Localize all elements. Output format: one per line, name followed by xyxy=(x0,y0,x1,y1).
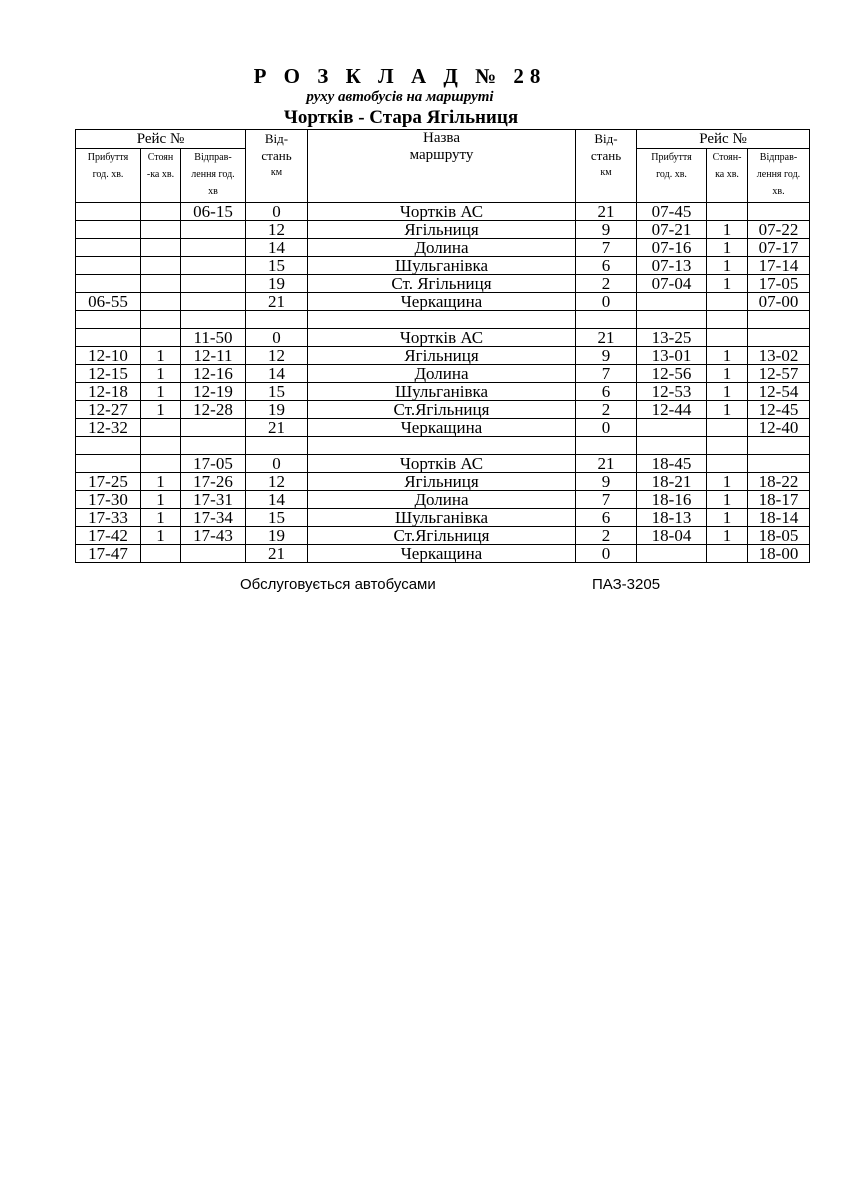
cell-arrival-left xyxy=(76,257,141,275)
cell-distance-left: 12 xyxy=(246,347,308,365)
departure-header-right xyxy=(748,149,810,203)
cell-stop-left: 1 xyxy=(141,347,181,365)
cell-distance-left: 12 xyxy=(246,221,308,239)
distance-header-right xyxy=(576,130,637,203)
cell-arrival-left xyxy=(76,311,141,329)
cell-distance-left: 12 xyxy=(246,473,308,491)
cell-arrival-left: 12-10 xyxy=(76,347,141,365)
cell-distance-right xyxy=(576,311,637,329)
cell-distance-right: 7 xyxy=(576,239,637,257)
cell-stop-right: 1 xyxy=(707,383,748,401)
header-line: лення год. xyxy=(756,169,801,180)
cell-distance-right: 21 xyxy=(576,203,637,221)
cell-distance-left: 15 xyxy=(246,509,308,527)
header-line: Прибуття xyxy=(87,152,129,163)
cell-stop-right: 1 xyxy=(707,509,748,527)
cell-departure-left: 12-11 xyxy=(181,347,246,365)
header-line: хв xyxy=(208,186,218,197)
cell-departure-right: 07-22 xyxy=(748,221,810,239)
cell-stop-left xyxy=(141,293,181,311)
cell-arrival-right: 18-16 xyxy=(637,491,707,509)
route-name-header-line: маршруту xyxy=(409,147,474,163)
cell-distance-right: 6 xyxy=(576,383,637,401)
cell-stop-right xyxy=(707,329,748,347)
cell-departure-right: 18-14 xyxy=(748,509,810,527)
distance-header-line: км xyxy=(600,167,612,178)
cell-departure-left xyxy=(181,293,246,311)
cell-distance-right: 21 xyxy=(576,329,637,347)
cell-arrival-left xyxy=(76,203,141,221)
table-row xyxy=(76,221,810,239)
cell-stop-left xyxy=(141,239,181,257)
cell-arrival-right: 18-45 xyxy=(637,455,707,473)
cell-departure-right: 18-00 xyxy=(748,545,810,563)
cell-arrival-right: 18-13 xyxy=(637,509,707,527)
cell-distance-right xyxy=(576,437,637,455)
stop-header-right xyxy=(707,149,748,203)
cell-arrival-left: 17-30 xyxy=(76,491,141,509)
table-row xyxy=(76,527,810,545)
cell-arrival-left: 17-47 xyxy=(76,545,141,563)
cell-stop-right: 1 xyxy=(707,347,748,365)
cell-departure-right: 18-22 xyxy=(748,473,810,491)
cell-stop-name: Чортків АС xyxy=(308,329,576,347)
distance-header-left xyxy=(246,130,308,203)
cell-departure-left: 17-26 xyxy=(181,473,246,491)
cell-arrival-left: 12-32 xyxy=(76,419,141,437)
cell-distance-right: 0 xyxy=(576,419,637,437)
cell-arrival-left xyxy=(76,455,141,473)
distance-header-line: стань xyxy=(590,148,622,163)
cell-stop-left xyxy=(141,419,181,437)
cell-arrival-left: 12-18 xyxy=(76,383,141,401)
cell-departure-right: 07-17 xyxy=(748,239,810,257)
cell-arrival-right: 18-04 xyxy=(637,527,707,545)
cell-stop-right xyxy=(707,437,748,455)
cell-stop-name: Чортків АС xyxy=(308,455,576,473)
cell-stop-name: Чортків АС xyxy=(308,203,576,221)
departure-header-left xyxy=(181,149,246,203)
cell-stop-right: 1 xyxy=(707,365,748,383)
cell-departure-left xyxy=(181,311,246,329)
table-row xyxy=(76,401,810,419)
cell-stop-name: Черкащина xyxy=(308,545,576,563)
cell-stop-left: 1 xyxy=(141,473,181,491)
cell-arrival-left: 17-25 xyxy=(76,473,141,491)
cell-stop-right: 1 xyxy=(707,275,748,293)
cell-stop-left xyxy=(141,221,181,239)
cell-stop-right: 1 xyxy=(707,221,748,239)
cell-departure-left: 12-16 xyxy=(181,365,246,383)
table-row xyxy=(76,437,810,455)
cell-arrival-right: 13-25 xyxy=(637,329,707,347)
cell-arrival-right xyxy=(637,293,707,311)
cell-stop-left: 1 xyxy=(141,365,181,383)
header-line: год. хв. xyxy=(656,169,687,180)
cell-distance-left: 14 xyxy=(246,365,308,383)
cell-stop-left: 1 xyxy=(141,401,181,419)
header-line: Відправ- xyxy=(194,152,232,163)
cell-stop-left xyxy=(141,257,181,275)
cell-stop-name: Ст. Ягільниця xyxy=(308,275,576,293)
cell-distance-right: 0 xyxy=(576,545,637,563)
cell-distance-right: 7 xyxy=(576,365,637,383)
cell-stop-left xyxy=(141,203,181,221)
cell-arrival-left xyxy=(76,329,141,347)
cell-distance-right: 2 xyxy=(576,527,637,545)
cell-stop-right: 1 xyxy=(707,527,748,545)
cell-departure-right: 18-05 xyxy=(748,527,810,545)
cell-distance-left: 19 xyxy=(246,275,308,293)
cell-departure-left: 17-43 xyxy=(181,527,246,545)
cell-distance-right: 6 xyxy=(576,257,637,275)
cell-stop-left xyxy=(141,437,181,455)
cell-departure-right xyxy=(748,455,810,473)
cell-stop-name: Ягільниця xyxy=(308,473,576,491)
distance-header-line: км xyxy=(270,167,283,178)
table-row xyxy=(76,275,810,293)
header-line: Стоян xyxy=(147,152,174,163)
cell-departure-left xyxy=(181,419,246,437)
cell-stop-name: Черкащина xyxy=(308,419,576,437)
cell-departure-left: 17-34 xyxy=(181,509,246,527)
table-row xyxy=(76,383,810,401)
cell-departure-right: 12-40 xyxy=(748,419,810,437)
cell-distance-left xyxy=(246,311,308,329)
cell-distance-right: 2 xyxy=(576,275,637,293)
cell-distance-left: 19 xyxy=(246,401,308,419)
cell-arrival-left: 17-33 xyxy=(76,509,141,527)
cell-arrival-left: 12-15 xyxy=(76,365,141,383)
cell-stop-name: Черкащина xyxy=(308,293,576,311)
cell-distance-left: 21 xyxy=(246,545,308,563)
cell-stop-left: 1 xyxy=(141,383,181,401)
cell-stop-right: 1 xyxy=(707,239,748,257)
cell-stop-name: Долина xyxy=(308,239,576,257)
trip-header-left: Рейс № xyxy=(76,130,246,149)
cell-departure-right: 12-45 xyxy=(748,401,810,419)
cell-stop-left xyxy=(141,329,181,347)
cell-distance-right: 2 xyxy=(576,401,637,419)
cell-arrival-left: 17-42 xyxy=(76,527,141,545)
cell-arrival-right: 12-53 xyxy=(637,383,707,401)
cell-departure-right: 12-54 xyxy=(748,383,810,401)
header-line: Відправ- xyxy=(759,152,798,163)
cell-arrival-right: 07-21 xyxy=(637,221,707,239)
cell-departure-left xyxy=(181,437,246,455)
cell-arrival-right xyxy=(637,437,707,455)
header-line: Стоян- xyxy=(712,152,742,163)
schedule-title: Р О З К Л А Д № 28 xyxy=(253,64,547,88)
table-row xyxy=(76,239,810,257)
cell-arrival-left xyxy=(76,221,141,239)
header-line: лення год. xyxy=(191,169,235,180)
cell-departure-left xyxy=(181,239,246,257)
cell-arrival-right: 07-16 xyxy=(637,239,707,257)
cell-departure-left xyxy=(181,221,246,239)
cell-distance-right: 9 xyxy=(576,347,637,365)
table-row xyxy=(76,329,810,347)
route-name-header xyxy=(308,130,576,203)
cell-stop-name: Шульганівка xyxy=(308,257,576,275)
cell-departure-left xyxy=(181,275,246,293)
table-row xyxy=(76,311,810,329)
cell-distance-right: 9 xyxy=(576,221,637,239)
cell-stop-name xyxy=(308,437,576,455)
cell-distance-left: 21 xyxy=(246,419,308,437)
cell-stop-name: Шульганівка xyxy=(308,509,576,527)
table-row xyxy=(76,347,810,365)
bus-model: ПАЗ-3205 xyxy=(592,576,661,593)
cell-departure-right xyxy=(748,437,810,455)
cell-stop-right: 1 xyxy=(707,401,748,419)
cell-stop-name: Ст.Ягільниця xyxy=(308,527,576,545)
cell-departure-right: 18-17 xyxy=(748,491,810,509)
table-row xyxy=(76,293,810,311)
cell-stop-name: Долина xyxy=(308,491,576,509)
cell-stop-left: 1 xyxy=(141,527,181,545)
cell-distance-left: 0 xyxy=(246,329,308,347)
header-line: Прибуття xyxy=(651,152,692,163)
route-name-header-line: Назва xyxy=(423,130,460,146)
cell-arrival-right: 18-21 xyxy=(637,473,707,491)
cell-distance-left: 0 xyxy=(246,203,308,221)
cell-distance-left: 19 xyxy=(246,527,308,545)
cell-stop-right xyxy=(707,293,748,311)
cell-stop-left xyxy=(141,275,181,293)
header-line: год. хв. xyxy=(92,169,124,180)
cell-arrival-right: 07-45 xyxy=(637,203,707,221)
cell-distance-left: 21 xyxy=(246,293,308,311)
schedule-subtitle: руху автобусів на маршруті xyxy=(306,89,494,105)
header-line: хв. xyxy=(772,186,785,197)
arrival-header-left xyxy=(76,149,141,203)
cell-distance-left: 14 xyxy=(246,491,308,509)
cell-distance-left: 15 xyxy=(246,383,308,401)
cell-distance-left: 15 xyxy=(246,257,308,275)
cell-stop-left: 1 xyxy=(141,491,181,509)
distance-header-line: Від- xyxy=(594,131,618,146)
cell-arrival-left xyxy=(76,275,141,293)
cell-departure-left xyxy=(181,545,246,563)
cell-arrival-right: 07-13 xyxy=(637,257,707,275)
cell-arrival-right: 12-56 xyxy=(637,365,707,383)
stop-header-left xyxy=(141,149,181,203)
cell-stop-left xyxy=(141,455,181,473)
cell-arrival-right xyxy=(637,311,707,329)
cell-departure-left: 06-15 xyxy=(181,203,246,221)
cell-distance-right: 21 xyxy=(576,455,637,473)
cell-arrival-right xyxy=(637,419,707,437)
cell-stop-right xyxy=(707,311,748,329)
cell-arrival-right: 13-01 xyxy=(637,347,707,365)
cell-arrival-right: 12-44 xyxy=(637,401,707,419)
cell-departure-right xyxy=(748,329,810,347)
cell-arrival-right: 07-04 xyxy=(637,275,707,293)
cell-distance-left: 0 xyxy=(246,455,308,473)
cell-stop-left: 1 xyxy=(141,509,181,527)
cell-stop-name xyxy=(308,311,576,329)
cell-stop-name: Долина xyxy=(308,365,576,383)
cell-departure-right xyxy=(748,203,810,221)
cell-arrival-left xyxy=(76,239,141,257)
cell-departure-right: 07-00 xyxy=(748,293,810,311)
cell-departure-right: 17-05 xyxy=(748,275,810,293)
cell-stop-right xyxy=(707,203,748,221)
schedule-table xyxy=(75,129,810,563)
distance-header-line: Від- xyxy=(264,131,289,146)
cell-stop-right xyxy=(707,545,748,563)
table-row xyxy=(76,455,810,473)
cell-stop-left xyxy=(141,545,181,563)
trip-header-right: Рейс № xyxy=(637,130,810,149)
cell-departure-right: 12-57 xyxy=(748,365,810,383)
cell-departure-right xyxy=(748,311,810,329)
table-row xyxy=(76,545,810,563)
schedule-rows xyxy=(76,203,810,563)
cell-departure-left: 12-19 xyxy=(181,383,246,401)
cell-arrival-right xyxy=(637,545,707,563)
cell-departure-left: 17-31 xyxy=(181,491,246,509)
cell-distance-left xyxy=(246,437,308,455)
cell-arrival-left: 12-27 xyxy=(76,401,141,419)
table-row xyxy=(76,509,810,527)
cell-stop-name: Ягільниця xyxy=(308,221,576,239)
cell-distance-right: 0 xyxy=(576,293,637,311)
table-row xyxy=(76,203,810,221)
table-row xyxy=(76,419,810,437)
cell-departure-left xyxy=(181,257,246,275)
cell-departure-right: 17-14 xyxy=(748,257,810,275)
header-line: -ка хв. xyxy=(146,169,175,180)
cell-stop-right: 1 xyxy=(707,257,748,275)
cell-stop-left xyxy=(141,311,181,329)
cell-distance-right: 9 xyxy=(576,473,637,491)
table-row xyxy=(76,257,810,275)
cell-stop-name: Шульганівка xyxy=(308,383,576,401)
arrival-header-right xyxy=(637,149,707,203)
cell-stop-name: Ст.Ягільниця xyxy=(308,401,576,419)
distance-header-line: стань xyxy=(261,148,292,163)
table-row xyxy=(76,473,810,491)
cell-stop-right xyxy=(707,419,748,437)
cell-arrival-left: 06-55 xyxy=(76,293,141,311)
cell-stop-right xyxy=(707,455,748,473)
service-label: Обслуговується автобусами xyxy=(240,576,436,593)
cell-arrival-left xyxy=(76,437,141,455)
table-row xyxy=(76,365,810,383)
cell-departure-left: 12-28 xyxy=(181,401,246,419)
route-name: Чортків - Стара Ягільниця xyxy=(283,107,519,128)
cell-stop-name: Ягільниця xyxy=(308,347,576,365)
cell-stop-right: 1 xyxy=(707,491,748,509)
cell-distance-right: 6 xyxy=(576,509,637,527)
cell-departure-right: 13-02 xyxy=(748,347,810,365)
header-line: ка хв. xyxy=(715,169,739,180)
table-row xyxy=(76,491,810,509)
cell-distance-right: 7 xyxy=(576,491,637,509)
cell-departure-left: 11-50 xyxy=(181,329,246,347)
cell-departure-left: 17-05 xyxy=(181,455,246,473)
cell-stop-right: 1 xyxy=(707,473,748,491)
cell-distance-left: 14 xyxy=(246,239,308,257)
